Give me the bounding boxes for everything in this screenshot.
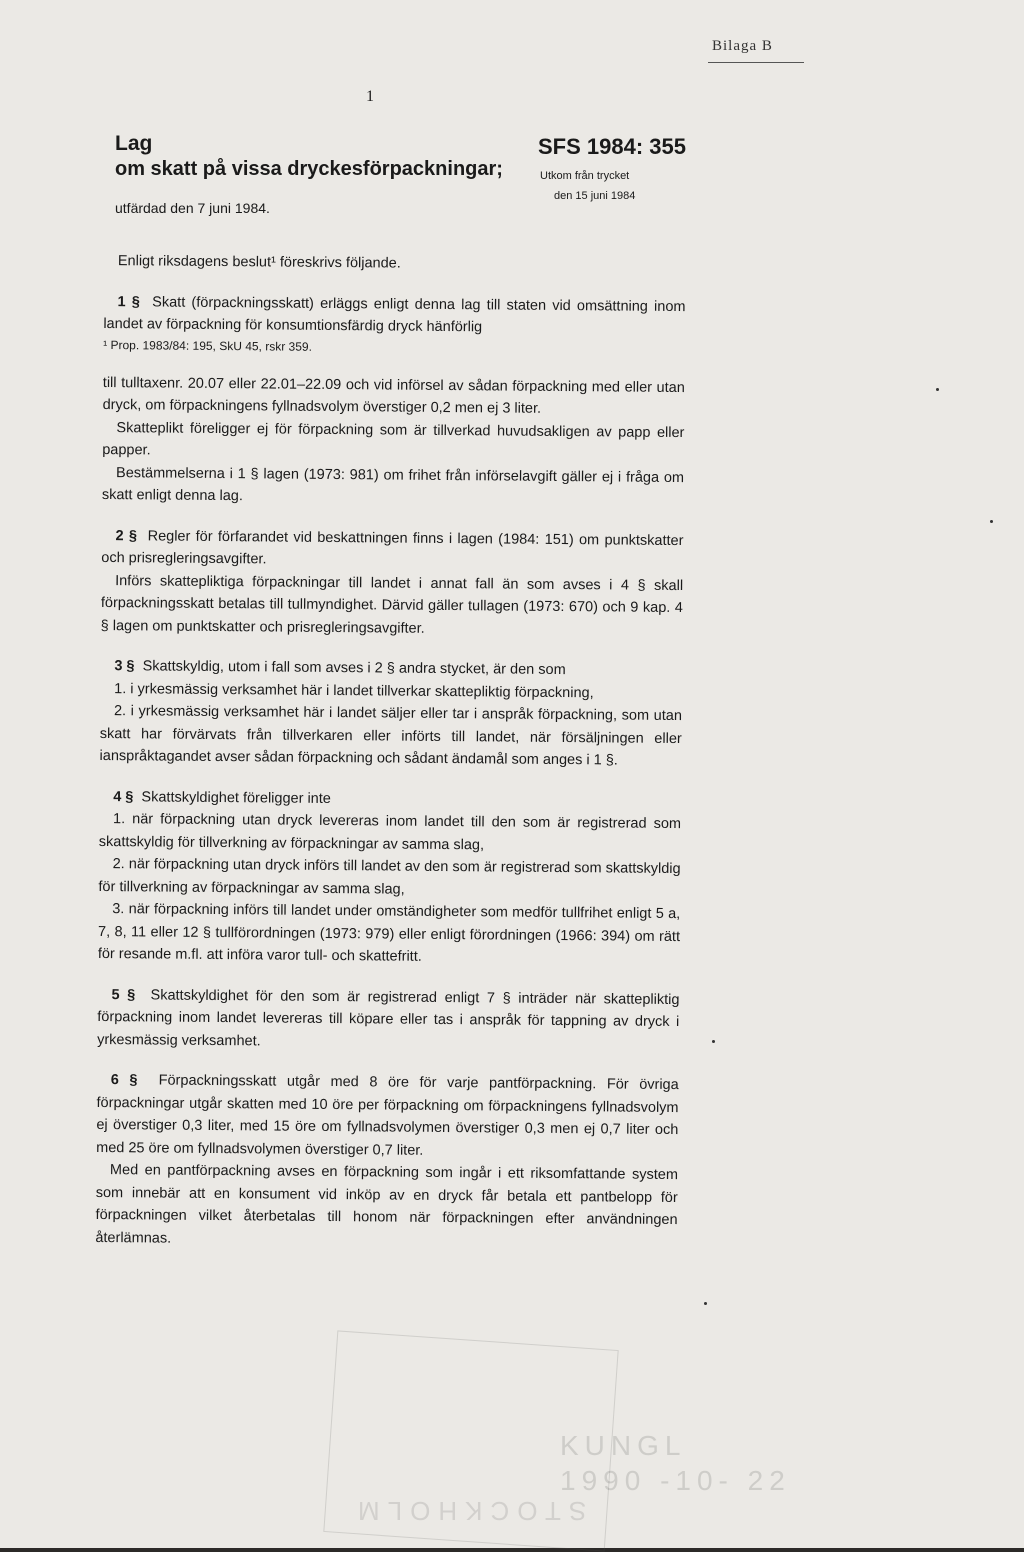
- annex-underline: [708, 62, 804, 63]
- page-number: 1: [366, 88, 374, 105]
- stamp-text-line-1: KUNGL: [560, 1430, 687, 1461]
- issued-date: utfärdad den 7 juni 1984.: [115, 200, 270, 216]
- law-title: om skatt på vissa dryckesförpackningar;: [115, 158, 503, 180]
- section-1-number: 1 §: [117, 293, 140, 310]
- footnote: ¹ Prop. 1983/84: 195, SkU 45, rskr 359.: [103, 337, 313, 354]
- section-4-item-3: 3. när förpackning införs till landet under omständigheter som medför tullfrihet enligt 5 a, 7, 8, 11 eller 12 § tullförordningen (1973: 979) eller enligt förordningen (1966: 394) om rätt för resande m.fl. att införa varor tull- och skattefritt.: [97, 901, 681, 965]
- section-3-number: 3 §: [114, 658, 135, 675]
- published-line-1: Utkom från trycket: [540, 170, 630, 182]
- speck-mark: [936, 388, 939, 391]
- law-body: [95, 250, 686, 1254]
- section-2-paragraph-1: [101, 524, 683, 574]
- speck-mark: [704, 1302, 707, 1305]
- section-4-number: 4 §: [113, 788, 134, 805]
- law-type-heading: Lag: [115, 132, 153, 155]
- section-1-paragraph-3: Bestämmelserna i 1 § lagen (1973: 981) om frihet från införselavgift gäller ej i fråga om skatt enligt denna lag.: [101, 464, 685, 505]
- stamp-text-line-3: STOCKHOLM: [350, 1496, 587, 1526]
- section-6-paragraph-1: [96, 1069, 679, 1164]
- section-3-text: Skattskyldig, utom i fall som avses i 2 § andra stycket, är den som: [142, 658, 566, 679]
- annex-label: Bilaga B: [712, 38, 773, 54]
- section-1-paragraph-1b: till tulltaxenr. 20.07 eller 22.01–22.09 och vid införsel av sådan förpackning med eller utan dryck, om förpackningens fyllnadsvolym överstiger 0,2 men ej 3 liter.: [102, 374, 685, 417]
- sfs-number: SFS 1984: 355: [538, 134, 686, 159]
- section-5-number: 5 §: [111, 986, 136, 1003]
- section-4-item-2: 2. när förpackning utan dryck införs till landet av den som är registrerad som skattskyldig för tillverkning av förpackningar av samma slag,: [98, 856, 681, 898]
- stamp-text-line-2: 1990 -10- 22: [560, 1465, 791, 1496]
- section-6-text: Förpackningsskatt utgår med 8 öre för varje pantförpackning. För övriga förpackningar utgår skatten med 10 öre per förpackning om förpackningens fyllnadsvolym ej överstiger 0,3 liter, med 15 öre om fyllnadsvolymen överstiger 0,3 men ej 0,7 liter och med 25 öre om fyllnadsvolymen överstiger 0,7 liter.: [96, 1072, 679, 1159]
- section-6-number: 6 §: [110, 1072, 138, 1089]
- section-5-paragraph-1: [97, 983, 680, 1056]
- speck-mark: [712, 1040, 715, 1043]
- speck-mark: [990, 520, 993, 523]
- section-3-item-2: 2. i yrkesmässig verksamhet här i landet säljer eller tar i anspråk förpackning, som utan skatt har förvärvats från tillverkaren eller införts till landet, när försäljningen eller ianspråktagandet avser sådan förpackning och sådant ändamål som anges i 1 §.: [99, 703, 683, 769]
- section-1-text-a: Skatt (förpackningsskatt) erläggs enligt denna lag till staten vid omsättning inom landet av förpackning för konsumtionsfärdig dryck hänförlig: [103, 293, 686, 336]
- section-6-paragraph-2: Med en pantförpackning avses en förpackning som ingår i ett riksomfattande system som innebär att en konsument vid inköp av en dryck får betala ett pantbelopp för förpackningen vilket återbetalas till honom när förpackningen efter användningen återlämnas.: [95, 1162, 679, 1247]
- section-2-number: 2 §: [115, 527, 138, 544]
- section-3-item-1: 1. i yrkesmässig verksamhet här i landet tillverkar skattepliktig förpackning,: [114, 680, 594, 701]
- section-2-text: Regler för förfarandet vid beskattningen finns i lagen (1984: 151) om punktskatter och prisregleringsavgifter.: [101, 527, 684, 568]
- section-2-paragraph-2: Införs skattepliktiga förpackningar till landet i annat fall än som avses i 4 § skall förpackningsskatt betalas till tullmyndighet. Därvid gäller tullagen (1973: 670) och 9 kap. 4 § lagen om punktskatter och prisregleringsavgifter.: [100, 572, 684, 637]
- section-4-item-1: 1. när förpackning utan dryck levereras inom landet till den som är registrerad som skattskyldig för tillverkning av förpackningar av samma slag,: [98, 811, 682, 853]
- section-1-paragraph-2: Skatteplikt föreligger ej för förpackning som är tillverkad huvudsakligen av papp eller papper.: [102, 419, 685, 459]
- section-1-paragraph-1a: [103, 290, 685, 340]
- published-line-2: den 15 juni 1984: [554, 190, 636, 202]
- section-4-text: Skattskyldighet föreligger inte: [141, 788, 331, 807]
- section-5-text: Skattskyldighet för den som är registrerad enligt 7 § inträder när skattepliktig förpackning inom landet levereras till köpare eller tas i anspråk för tappning av dryck i yrkesmässig verksamhet.: [97, 986, 680, 1049]
- intro-text: Enligt riksdagens beslut¹ föreskrivs följande.: [117, 253, 401, 272]
